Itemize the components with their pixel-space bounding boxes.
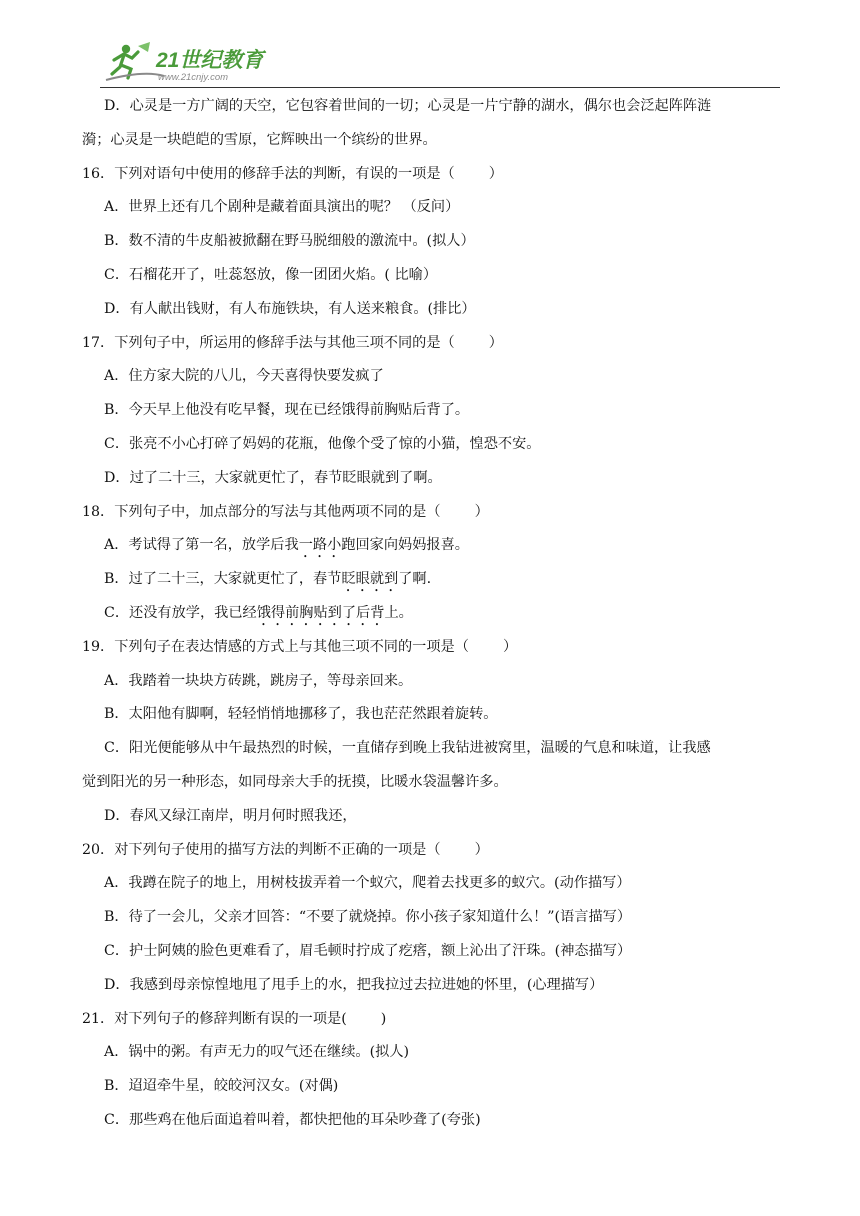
question-19-option-a: A．我踏着一块块方砖跳，跳房子，等母亲回来。 <box>104 672 413 689</box>
question-18-stem <box>82 496 782 530</box>
question-stem-text: 20．对下列句子使用的描写方法的判断不正确的一项是（ <box>82 841 441 858</box>
page-header <box>100 38 780 88</box>
question-16-option-a: A．世界上还有几个剧种是藏着面具演出的呢？ （反问） <box>104 199 460 216</box>
question-16-option-c: C．石榴花开了，吐蕊怒放，像一团团火焰。( 比喻） <box>104 266 438 283</box>
question-stem-end: ) <box>380 1010 387 1027</box>
question-20-stem <box>82 834 782 868</box>
question-20-option-a: A．我蹲在院子的地上，用树枝拔弄着一个蚁穴，爬着去找更多的蚁穴。(动作描写） <box>104 875 631 892</box>
question-17-option-c: C．张亮不小心打碎了妈妈的花瓶，他像个受了惊的小猫，惶恐不安。 <box>104 435 541 452</box>
svg-text:www.21cnjy.com: www.21cnjy.com <box>158 72 229 83</box>
question-21-option-b: B．迢迢牵牛星，皎皎河汉女。(对偶) <box>104 1078 339 1095</box>
question-19-option-b: B．太阳他有脚啊，轻轻悄悄地挪移了，我也茫茫然跟着旋转。 <box>104 706 498 723</box>
option-text: B．过了二十三，大家就更忙了，春节 <box>104 571 342 588</box>
question-19-option-d: D．春风又绿江南岸，明月何时照我还， <box>104 807 357 824</box>
question-stem-text: 21．对下列句子的修辞判断有误的一项是( <box>82 1010 347 1027</box>
option-text: A．考试得了第一名，放学后我 <box>104 537 299 554</box>
runner-logo-icon <box>104 40 274 84</box>
question-stem-end: ） <box>474 503 489 520</box>
prev-option-d-line2: 漪；心灵是一块皑皑的雪原，它辉映出一个缤纷的世界。 <box>82 131 437 148</box>
question-19-option-c-line2: 觉到阳光的另一种形态，如同母亲大手的抚摸，比暖水袋温馨许多。 <box>82 773 508 790</box>
prev-option-d-line1: D．心灵是一方广阔的天空，它包容着世间的一切；心灵是一片宁静的湖水，偶尔也会泛起阵阵涟 <box>104 98 712 114</box>
svg-text:21世纪教育: 21世纪教育 <box>156 49 264 72</box>
question-17-option-b: B．今天早上他没有吃早餐，现在已经饿得前胸贴后背了。 <box>104 402 470 419</box>
question-19-option-c-line1: C．阳光便能够从中午最热烈的时候，一直储存到晚上我钻进被窝里，温暖的气息和味道，让我感 <box>104 740 711 757</box>
question-21-option-c: C．那些鸡在他后面追着叫着，都快把他的耳朵吵聋了(夸张) <box>104 1111 481 1128</box>
question-20-option-b: B．待了一会儿，父亲才回答：“不要了就烧掉。你小孩子家知道什么！”(语言描写） <box>104 909 632 926</box>
emphasis-dotted-text: 眨眼就到 <box>341 571 399 588</box>
question-17-stem <box>82 327 782 361</box>
question-stem-end: ） <box>474 841 489 858</box>
question-16-option-b: B．数不清的牛皮船被掀翻在野马脱细般的激流中。(拟人） <box>104 233 475 250</box>
question-20-option-d: D．我感到母亲惊惶地甩了甩手上的水，把我拉过去拉进她的怀里，(心理描写） <box>104 976 604 993</box>
question-stem-text: 16．下列对语句中使用的修辞手法的判断，有误的一项是（ <box>82 165 455 182</box>
brand-logo <box>104 40 274 84</box>
question-stem-end: ） <box>488 165 503 182</box>
question-stem-text: 17．下列句子中，所运用的修辞手法与其他三项不同的是（ <box>82 334 455 351</box>
question-stem-end: ） <box>502 638 518 655</box>
question-18-option-a <box>82 529 782 563</box>
option-text: C．还没有放学，我已经 <box>104 604 257 621</box>
emphasis-dotted-text: 饿得前胸贴到了后背 <box>256 604 385 621</box>
question-stem-text: 18．下列句子中，加点部分的写法与其他两项不同的是（ <box>82 503 441 520</box>
question-17-option-d: D．过了二十三，大家就更忙了，春节眨眼就到了啊。 <box>104 469 442 486</box>
question-stem-text: 19．下列句子在表达情感的方式上与其他三项不同的一项是（ <box>82 638 469 655</box>
question-21-stem <box>82 1003 782 1037</box>
header-rule <box>100 87 780 88</box>
question-16-option-d: D．有人献出钱财，有人布施铁块，有人送来粮食。(排比） <box>104 300 476 317</box>
option-text: 上。 <box>384 604 413 621</box>
question-18-option-c <box>82 597 782 631</box>
question-17-option-a: A．住方家大院的八儿，今天喜得快要发疯了 <box>104 368 384 385</box>
question-21-option-a: A．锅中的粥。有声无力的叹气还在继续。(拟人) <box>104 1044 410 1061</box>
question-stem-end: ） <box>488 334 503 351</box>
option-text: 跑回家向妈妈报喜。 <box>341 537 469 554</box>
emphasis-dotted-text: 一路小 <box>298 537 342 554</box>
option-text: 了啊. <box>398 571 432 588</box>
question-16-stem <box>82 158 782 192</box>
question-18-option-b <box>82 563 782 597</box>
question-20-option-c: C．护士阿姨的脸色更难看了，眉毛顿时拧成了疙瘩，额上沁出了汗珠。(神态描写） <box>104 942 632 959</box>
question-19-stem <box>82 631 782 665</box>
worksheet-content <box>82 90 782 1138</box>
